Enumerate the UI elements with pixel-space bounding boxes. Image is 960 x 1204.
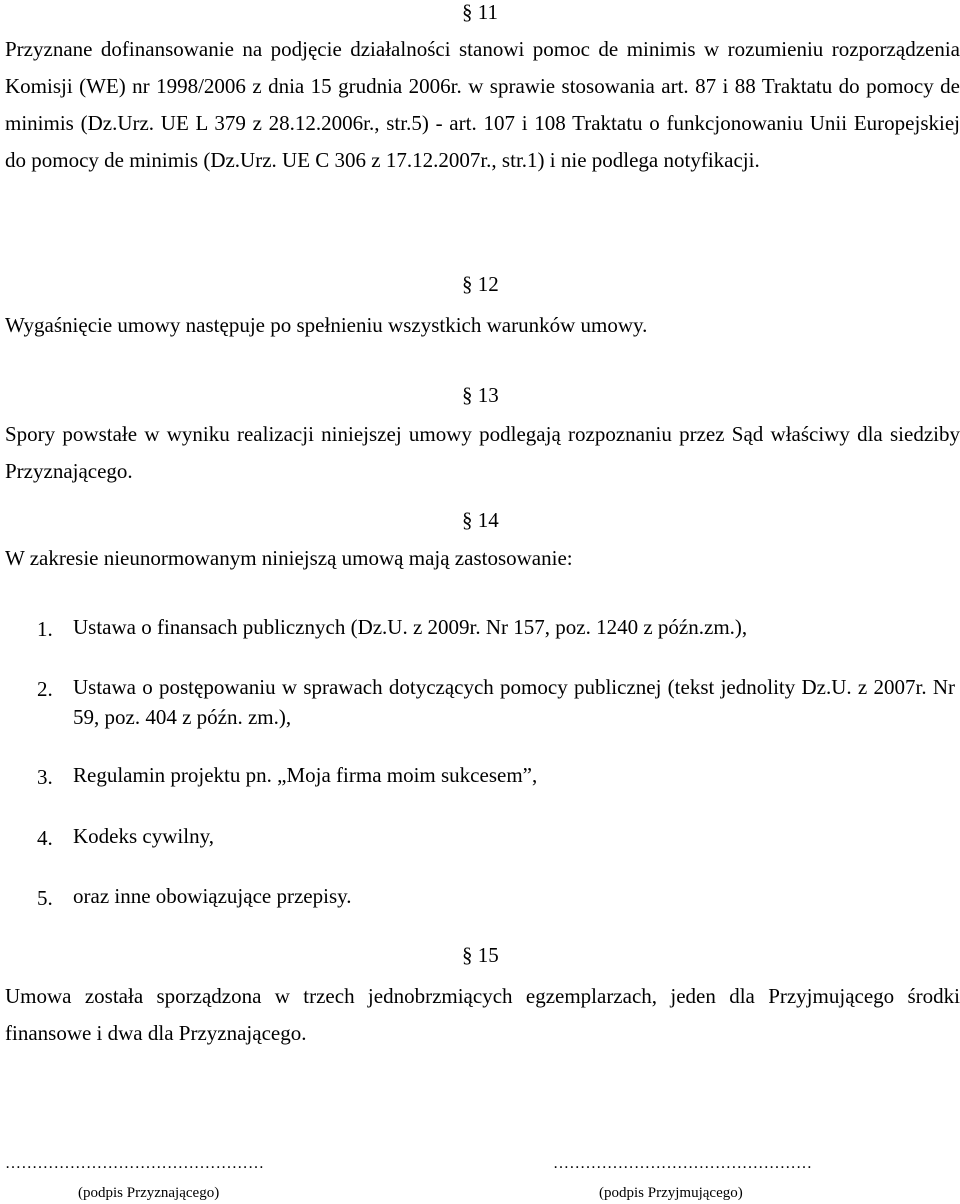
signature-line-left: ………………………………………… — [5, 1155, 265, 1172]
list-item-number: 4. — [37, 826, 53, 850]
list-item-text: Regulamin projektu pn. „Moja firma moim sukcesem”, — [73, 763, 538, 787]
list-item-text: Ustawa o finansach publicznych (Dz.U. z 2009r. Nr 157, poz. 1240 z późn.zm.), — [73, 615, 748, 639]
list-item-text: Kodeks cywilny, — [73, 824, 214, 848]
section-13-heading: § 13 — [462, 383, 499, 407]
section-11-heading: § 11 — [462, 0, 498, 24]
section-15-text: Umowa została sporządzona w trzech jednobrzmiących egzemplarzach, jeden dla Przyjmującego środki finansowe i dwa dla Przyznającego. — [5, 984, 960, 1045]
section-11-text: Przyznane dofinansowanie na podjęcie działalności stanowi pomoc de minimis w rozumieniu rozporządzenia Komisji (WE) nr 1998/2006 z dnia 15 grudnia 2006r. w sprawie stosowania art. 87 i 88 Traktatu do pomocy de minimis (Dz.Urz. UE L 379 z 28.12.2006r., str.5) - art. 107 i 108 Traktatu o funkcjonowaniu Unii Europejskiej do pomocy de minimis (Dz.Urz. UE C 306 z 17.12.2007r., str.1) i nie podlega notyfikacji. — [5, 37, 960, 172]
section-14-heading: § 14 — [462, 508, 499, 532]
section-12-text: Wygaśnięcie umowy następuje po spełnieniu wszystkich warunków umowy. — [5, 313, 648, 337]
list-item-number: 1. — [37, 617, 53, 641]
section-15-heading: § 15 — [462, 943, 499, 967]
signature-label-left: (podpis Przyznającego) — [78, 1185, 220, 1201]
list-item-text: oraz inne obowiązujące przepisy. — [73, 884, 352, 908]
signature-line-right: ………………………………………… — [553, 1155, 813, 1172]
signature-label-right: (podpis Przyjmującego) — [599, 1185, 743, 1201]
list-item-number: 2. — [37, 677, 53, 701]
section-14-text: W zakresie nieunormowanym niniejszą umową mają zastosowanie: — [5, 546, 573, 570]
section-12-heading: § 12 — [462, 272, 499, 296]
list-item-number: 3. — [37, 765, 53, 789]
list-item-number: 5. — [37, 886, 53, 910]
section-13-text: Spory powstałe w wyniku realizacji niniejszej umowy podlegają rozpoznaniu przez Sąd właściwy dla siedziby Przyznającego. — [5, 422, 960, 483]
list-item-text: Ustawa o postępowaniu w sprawach dotyczących pomocy publicznej (tekst jednolity Dz.U. z 2007r. Nr 59, poz. 404 z późn. zm.), — [73, 675, 955, 729]
